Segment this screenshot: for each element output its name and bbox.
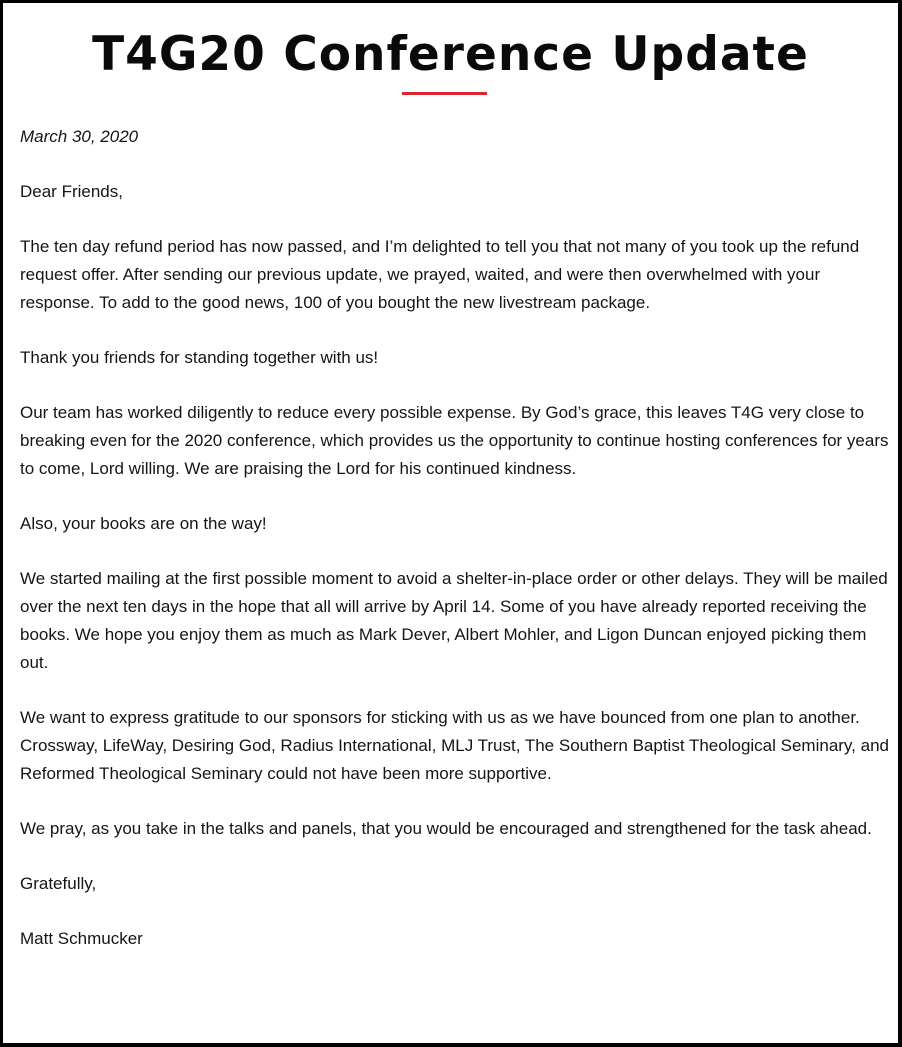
paragraph-refund-update: The ten day refund period has now passed, and I’m delighted to tell you that not many of you took up the refund request offer. After sending our previous update, we prayed, waited, and were then overwhelmed with your response. To add to the good news, 100 of you bought the new livestream package. [20, 237, 860, 312]
salutation: Dear Friends, [20, 182, 123, 201]
paragraph-books: Also, your books are on the way! [20, 514, 267, 533]
letter-date: March 30, 2020 [20, 127, 139, 146]
page-title: T4G20 Conference Update [92, 27, 809, 82]
closing: Gratefully, [20, 874, 97, 893]
signature: Matt Schmucker [20, 929, 143, 948]
paragraph-expenses: Our team has worked diligently to reduce every possible expense. By God’s grace, this leaves T4G very close to breaking even for the 2020 conference, which provides us the opportunity to continue hosting conferences for years to come, Lord willing. We are praising the Lord for his continued kindness. [20, 403, 889, 478]
letter-body [20, 123, 890, 980]
title-underline-divider [402, 92, 487, 95]
paragraph-thank-you: Thank you friends for standing together with us! [20, 348, 379, 367]
paragraph-sponsors: We want to express gratitude to our sponsors for sticking with us as we have bounced from one plan to another. Crossway, LifeWay, Desiring God, Radius International, MLJ Trust, The Southern Baptist Theological Seminary, and Reformed Theological Seminary could not have been more supportive. [20, 708, 889, 783]
paragraph-mailing: We started mailing at the first possible moment to avoid a shelter-in-place order or other delays. They will be mailed over the next ten days in the hope that all will arrive by April 14. Some of you have already reported receiving the books. We hope you enjoy them as much as Mark Dever, Albert Mohler, and Ligon Duncan enjoyed picking them out. [20, 569, 888, 672]
paragraph-prayer: We pray, as you take in the talks and panels, that you would be encouraged and strengthened for the task ahead. [20, 819, 872, 838]
